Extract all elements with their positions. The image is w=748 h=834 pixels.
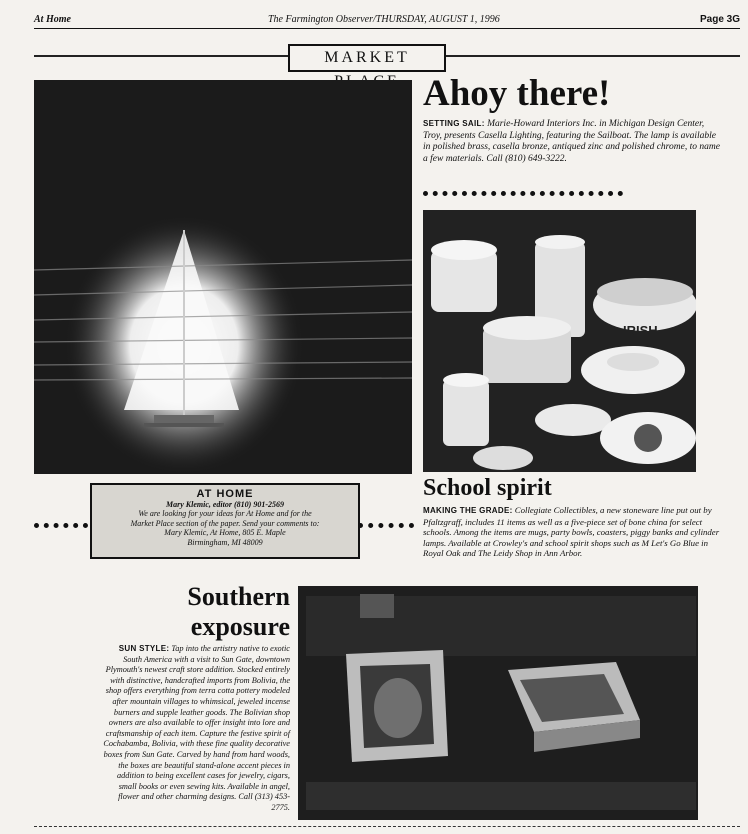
- at-home-box: [90, 483, 360, 559]
- stoneware-photo: [423, 210, 696, 472]
- lead-southern: SUN STYLE:: [118, 644, 170, 653]
- at-home-line4: Birmingham, MI 48009: [187, 537, 263, 547]
- body-ahoy: Marie-Howard Interiors Inc. in Michigan Design Center, Troy, presents Casella Lighting, featuring the Sailboat. The lamp is available in polished brass, casella bronze, antiqued zinc and polished chrome, to name a few materials. Call (810) 649-3222.: [423, 119, 720, 164]
- boxes-photo: [298, 586, 698, 820]
- dot-divider-ahoy: [423, 191, 623, 196]
- article-southern: [100, 644, 290, 814]
- headline-southern-2: exposure: [190, 612, 290, 641]
- dot-divider-left: [34, 523, 88, 528]
- section-title: MARKET: [288, 44, 446, 72]
- body-school: Collegiate Collectibles, a new stoneware line put out by Pfaltzgraff, includes 11 items as well as a five-piece set of bone china for select schools. Among the items are mugs, party bowls, coasters, piggy banks and cylinder lamps. Available at Crowley's and school spirit shops such as M Let's Go Blue in Royal Oak and The Leidy Shop in Ann Arbor.: [423, 505, 720, 558]
- at-home-line2: Market Place section of the paper. Send your comments to:: [130, 518, 320, 528]
- at-home-title: AT HOME: [196, 488, 254, 500]
- lamp-photo: [34, 80, 412, 474]
- lead-school: MAKING THE GRADE:: [423, 506, 513, 515]
- dot-divider-right: [358, 523, 414, 528]
- lead-ahoy: SETTING SAIL:: [423, 119, 485, 128]
- paper-date: The Farmington Observer/THURSDAY, AUGUST 1, 1996: [268, 14, 500, 25]
- page-number: Page 3G: [700, 14, 741, 25]
- collegiate-stoneware-image: [423, 210, 696, 472]
- article-ahoy: [423, 118, 723, 165]
- headline-school: School spirit: [423, 475, 552, 501]
- header-rule: [34, 28, 740, 29]
- carved-boxes-image: [298, 586, 698, 820]
- sailboat-lamp-image: [34, 80, 412, 474]
- mug-label: IRISH: [623, 323, 658, 338]
- headline-southern: [100, 582, 290, 642]
- article-school: [423, 505, 723, 559]
- at-home-editor: Mary Klemic, editor (810) 901-2569: [166, 499, 284, 509]
- section-name: At Home: [34, 14, 71, 25]
- headline-southern-1: Southern: [187, 582, 290, 611]
- body-southern: Tap into the artistry native to exotic South America with a visit to Sun Gate, downtown Plymouth's newest craft store addition. Stocked entirely with distinctive, handcrafted imports from Bolivia, the shop offers everything from terra cotta pottery modeled after mountain villages to whimsical, jeweled incense burners and supple leather goods. The Bolivian shop owners are also available to offer insight into lore and craftsmanship of each item. Capture the festive spirit of Cochabamba, Bolivia, with these fine quality decorative boxes from Sun Gate. Carved by hand from hard woods, the boxes are beautiful stand-alone accent pieces in addition to being excellent cases for jewelry, cigars, small books or even sewing kits. Available in angel, flower and other charming designs. Call (313) 453-2775.: [103, 644, 290, 812]
- at-home-line3: Mary Klemic, At Home, 805 E. Maple: [164, 528, 286, 537]
- at-home-line1: We are looking for your ideas for At Home and for the: [138, 509, 312, 518]
- headline-ahoy: Ahoy there!: [423, 73, 611, 114]
- footer-rule: [34, 826, 740, 827]
